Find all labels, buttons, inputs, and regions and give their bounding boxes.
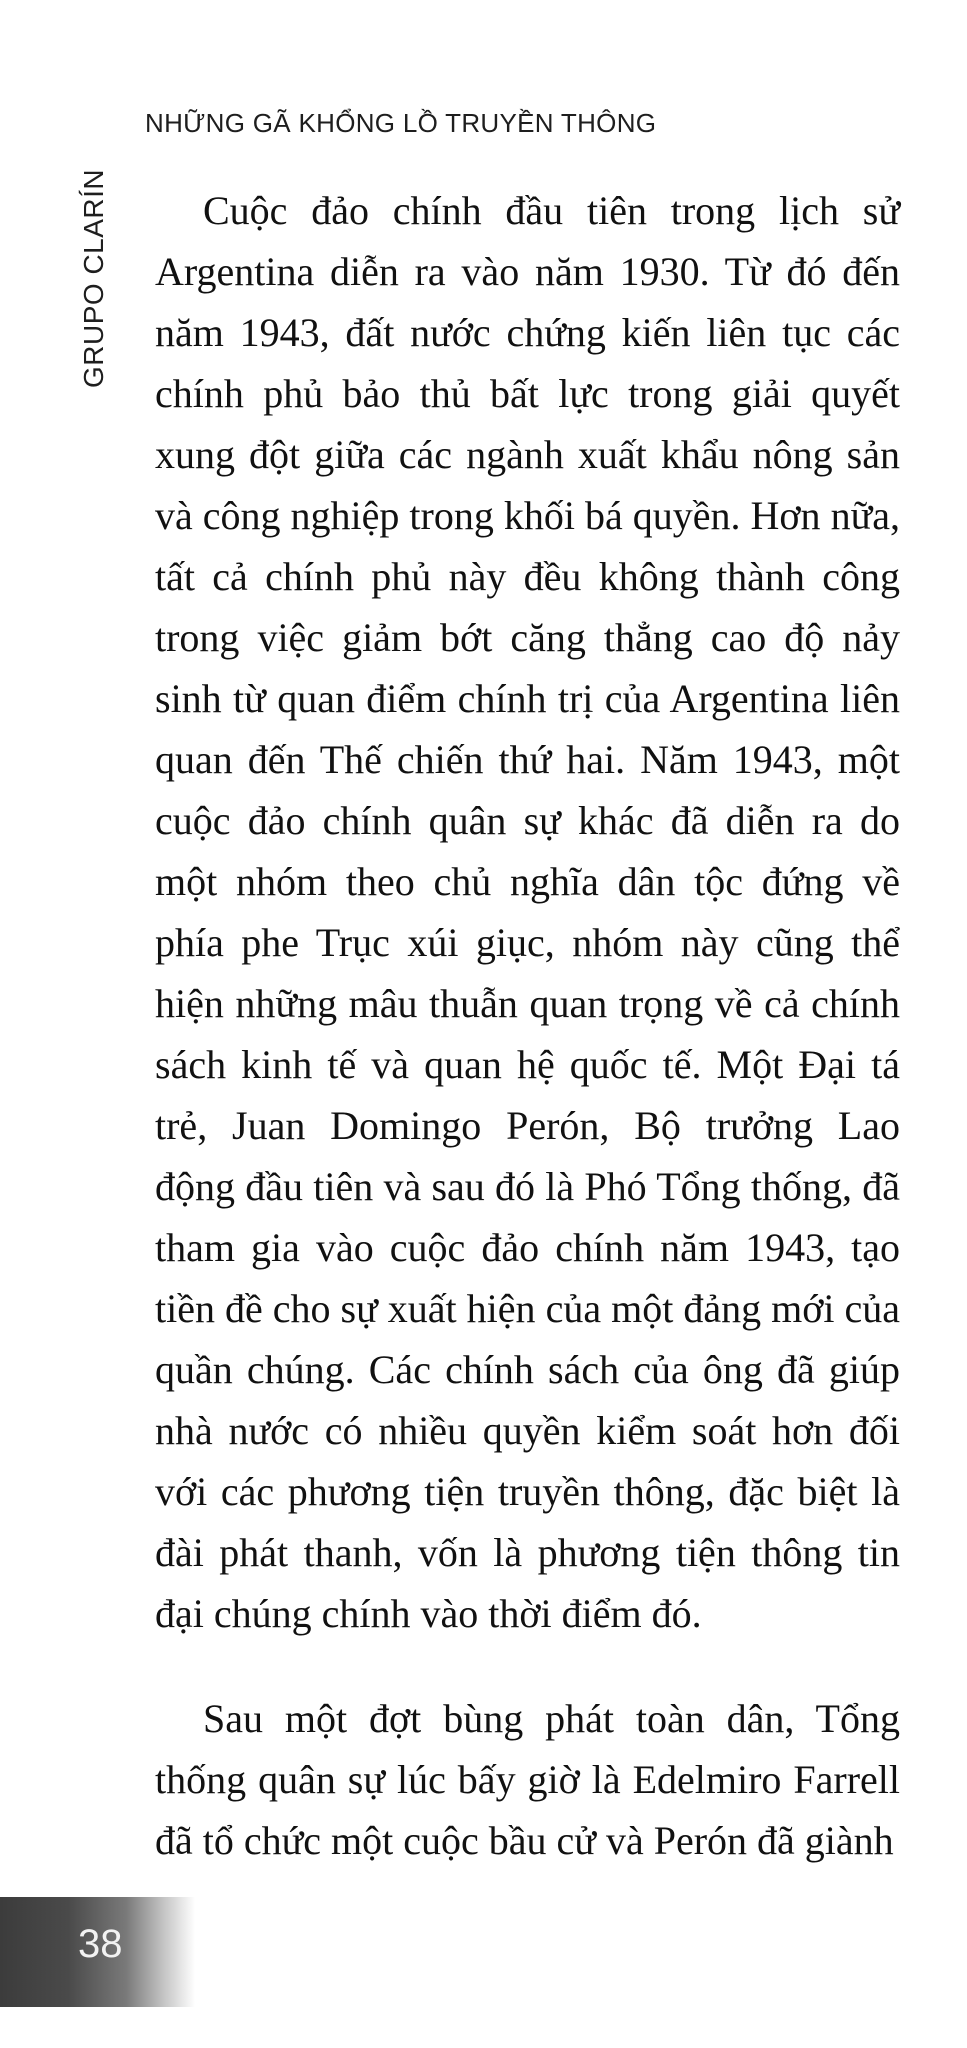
paragraph: Sau một đợt bùng phát toàn dân, Tổng thống quân sự lúc bấy giờ là Edelmiro Farrell đã tổ chức một cuộc bầu cử và Perón đã giành: [155, 1696, 900, 1863]
paragraph: Cuộc đảo chính đầu tiên trong lịch sử Argentina diễn ra vào năm 1930. Từ đó đến năm 1943, đất nước chứng kiến liên tục các chính phủ bảo thủ bất lực trong giải quyết xung đột giữa các ngành xuất khẩu nông sản và công nghiệp trong khối bá quyền. Hơn nữa, tất cả chính phủ này đều không thành công trong việc giảm bớt căng thẳng cao độ nảy sinh từ quan điểm chính trị của Argentina liên quan đến Thế chiến thứ hai. Năm 1943, một cuộc đảo chính quân sự khác đã diễn ra do một nhóm theo chủ nghĩa dân tộc đứng về phía phe Trục xúi giục, nhóm này cũng thể hiện những mâu thuẫn quan trọng về cả chính sách kinh tế và quan hệ quốc tế. Một Đại tá trẻ, Juan Domingo Perón, Bộ trưởng Lao động đầu tiên và sau đó là Phó Tổng thống, đã tham gia vào cuộc đảo chính năm 1943, tạo tiền đề cho sự xuất hiện của một đảng mới của quần chúng. Các chính sách của ông đã giúp nhà nước có nhiều quyền kiểm soát hơn đối với các phương tiện truyền thông, đặc biệt là đài phát thanh, vốn là phương tiện thông tin đại chúng chính vào thời điểm đó.: [155, 188, 900, 1636]
side-section-label: GRUPO CLARÍN: [78, 168, 109, 388]
running-header: NHỮNG GÃ KHỔNG LỒ TRUYỀN THÔNG: [145, 108, 657, 138]
page-number: 38: [78, 1922, 123, 1966]
body-text: [155, 180, 900, 1871]
